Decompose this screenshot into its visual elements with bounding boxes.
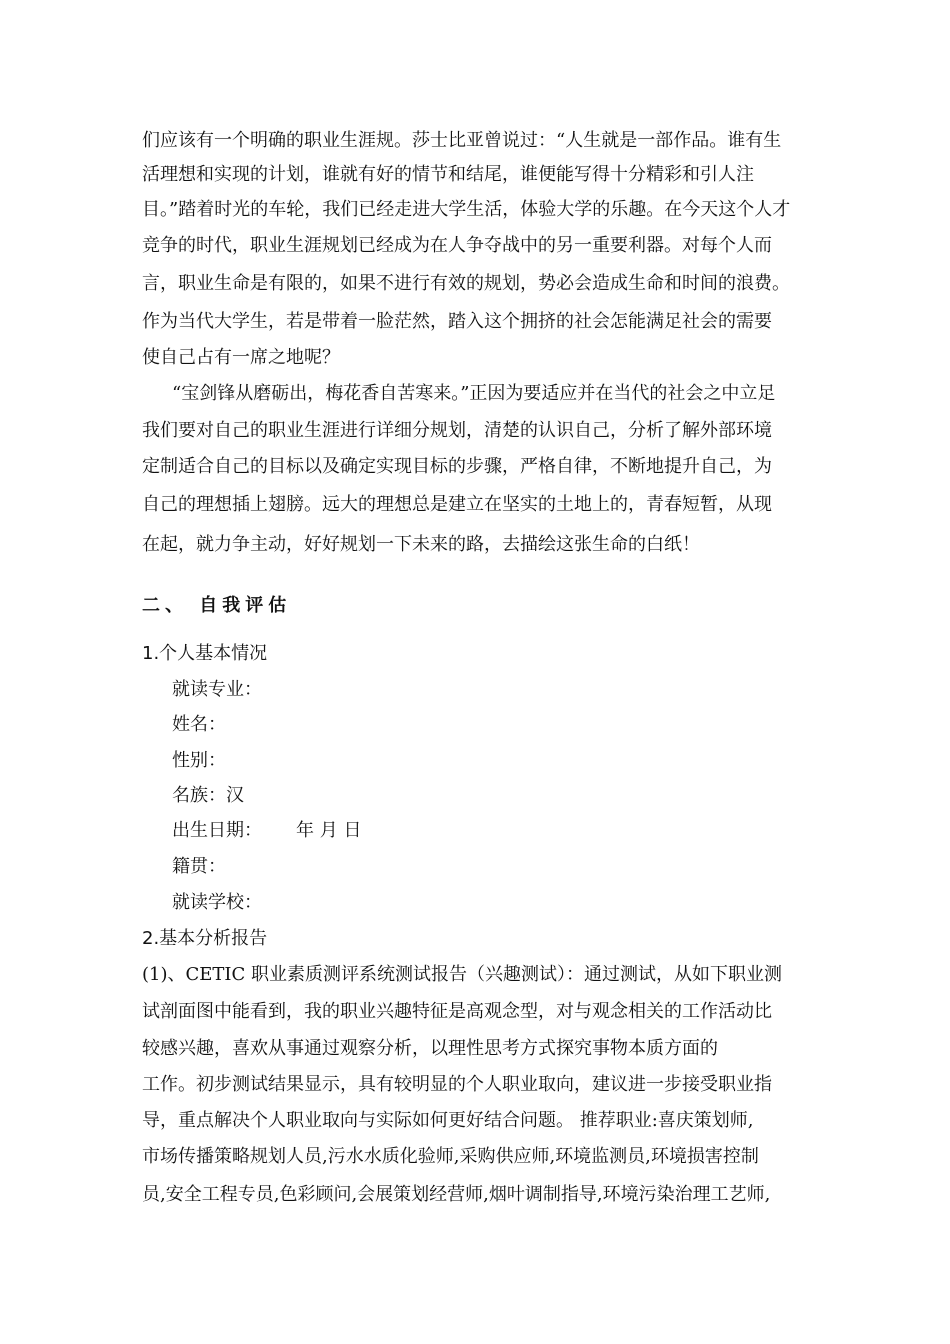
- field-gender: 性别：: [172, 750, 226, 771]
- report-line: 市场传播策略规划人员,污水水质化验师,采购供应师,环境监测员,环境损害控制: [142, 1146, 759, 1167]
- report-line: 导，重点解决个人职业取向与实际如何更好结合问题。 推荐职业:喜庆策划师,: [142, 1110, 754, 1131]
- paragraph-line: 自己的理想插上翅膀。远大的理想总是建立在坚实的土地上的，青春短暂，从现: [142, 494, 772, 515]
- field-name: 姓名：: [172, 714, 226, 735]
- subsection-title-2: 2.基本分析报告: [142, 928, 268, 949]
- report-line: 较感兴趣，喜欢从事通过观察分析，以理性思考方式探究事物本质方面的: [142, 1038, 718, 1059]
- field-birth-value: 年 月 日: [296, 820, 362, 841]
- report-line: 员,安全工程专员,色彩顾问,会展策划经营师,烟叶调制指导,环境污染治理工艺师,: [142, 1184, 771, 1205]
- subsection-title-text: 1.个人基本情况: [142, 643, 268, 664]
- report-line: (1)、CETIC 职业素质测评系统测试报告（兴趣测试）：通过测试，从如下职业测: [142, 964, 783, 985]
- intro-line: 言，职业生命是有限的，如果不进行有效的规划，势必会造成生命和时间的浪费。: [142, 273, 790, 294]
- intro-line: 竞争的时代，职业生涯规划已经成为在人争夺战中的另一重要利器。对每个人而: [142, 235, 772, 256]
- paragraph-line: 定制适合自己的目标以及确定实现目标的步骤，严格自律，不断地提升自己，为: [142, 456, 772, 477]
- paragraph-line: “宝剑锋从磨砺出，梅花香自苦寒来。”正因为要适应并在当代的社会之中立足: [172, 383, 776, 404]
- field-origin: 籍贯：: [172, 856, 226, 877]
- report-line: 试剖面图中能看到，我的职业兴趣特征是高观念型，对与观念相关的工作活动比: [142, 1001, 772, 1022]
- intro-line: 目。”踏着时光的车轮，我们已经走进大学生活，体验大学的乐趣。在今天这个人才: [142, 199, 791, 220]
- field-birth: [172, 819, 361, 843]
- section-heading: 二、 自我评估: [142, 595, 292, 616]
- field-birth-label: 出生日期：: [172, 820, 262, 841]
- intro-line: 使自己占有一席之地呢？: [142, 347, 340, 368]
- intro-line: 作为当代大学生，若是带着一脸茫然，踏入这个拥挤的社会怎能满足社会的需要: [142, 311, 772, 332]
- subsection-title: [142, 642, 267, 666]
- field-major: 就读专业：: [172, 679, 262, 700]
- field-school: 就读学校：: [172, 892, 262, 913]
- field-ethnicity: 名族：汉: [172, 785, 244, 806]
- intro-line: 们应该有一个明确的职业生涯规。莎士比亚曾说过：“人生就是一部作品。谁有生: [142, 130, 782, 151]
- paragraph-line: 在起，就力争主动，好好规划一下未来的路，去描绘这张生命的白纸！: [142, 534, 700, 555]
- paragraph-line: 我们要对自己的职业生涯进行详细分规划，清楚的认识自己，分析了解外部环境: [142, 420, 772, 441]
- report-line: 工作。初步测试结果显示，具有较明显的个人职业取向，建议进一步接受职业指: [142, 1074, 772, 1095]
- intro-line: 活理想和实现的计划，谁就有好的情节和结尾，谁便能写得十分精彩和引人注: [142, 164, 754, 185]
